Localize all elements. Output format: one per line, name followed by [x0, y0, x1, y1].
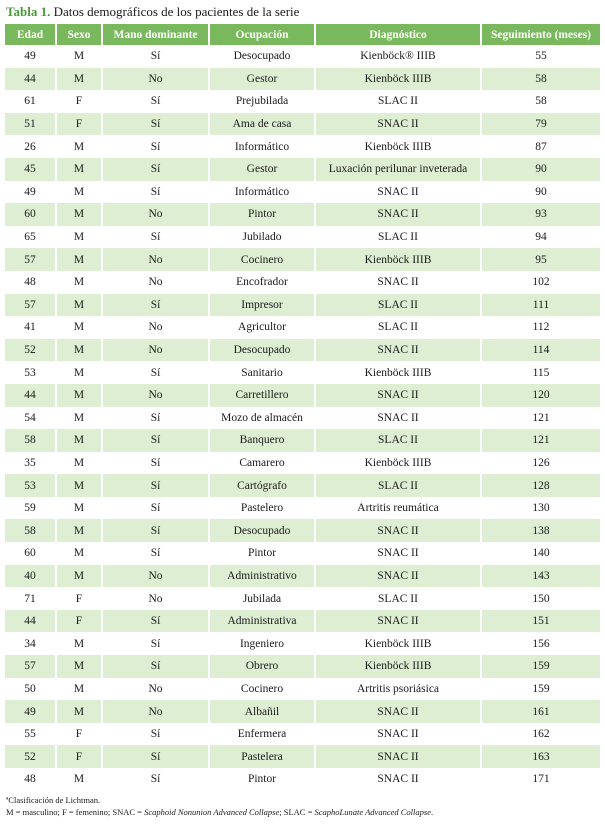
cell-mano-dominante: Sí: [102, 90, 209, 113]
cell-ocupacion: Desocupado: [209, 339, 315, 362]
cell-mano-dominante: Sí: [102, 45, 209, 68]
cell-mano-dominante: No: [102, 248, 209, 271]
cell-seguimiento: 115: [481, 361, 600, 384]
header-row: [5, 24, 600, 45]
cell-ocupacion: Pintor: [209, 203, 315, 226]
cell-mano-dominante: No: [102, 68, 209, 91]
cell-ocupacion: Encofrador: [209, 271, 315, 294]
cell-mano-dominante: No: [102, 678, 209, 701]
cell-sexo: M: [56, 316, 102, 339]
cell-sexo: M: [56, 519, 102, 542]
cell-mano-dominante: Sí: [102, 452, 209, 475]
cell-seguimiento: 87: [481, 135, 600, 158]
table-row: [5, 248, 600, 271]
cell-edad: 57: [5, 294, 56, 317]
cell-edad: 40: [5, 565, 56, 588]
cell-mano-dominante: Sí: [102, 497, 209, 520]
cell-diagnostico: SNAC II: [315, 271, 481, 294]
cell-edad: 44: [5, 68, 56, 91]
table-row: [5, 610, 600, 633]
cell-mano-dominante: Sí: [102, 181, 209, 204]
cell-mano-dominante: No: [102, 339, 209, 362]
cell-edad: 58: [5, 519, 56, 542]
cell-diagnostico: Kienböck IIIB: [315, 135, 481, 158]
cell-ocupacion: Camarero: [209, 452, 315, 475]
cell-diagnostico: SNAC II: [315, 519, 481, 542]
cell-diagnostico: Kienböck® IIIB: [315, 45, 481, 68]
cell-sexo: F: [56, 610, 102, 633]
cell-diagnostico: SNAC II: [315, 384, 481, 407]
footnote-line1: ªClasificación de Lichtman.: [6, 795, 101, 805]
cell-seguimiento: 156: [481, 632, 600, 655]
cell-ocupacion: Gestor: [209, 158, 315, 181]
cell-seguimiento: 114: [481, 339, 600, 362]
table-row: [5, 181, 600, 204]
cell-edad: 44: [5, 610, 56, 633]
cell-edad: 54: [5, 407, 56, 430]
cell-mano-dominante: No: [102, 271, 209, 294]
cell-seguimiento: 159: [481, 655, 600, 678]
cell-mano-dominante: Sí: [102, 294, 209, 317]
cell-edad: 71: [5, 587, 56, 610]
table-row: [5, 452, 600, 475]
cell-edad: 45: [5, 158, 56, 181]
cell-ocupacion: Gestor: [209, 68, 315, 91]
footnote-snac-term: Scaphoid Nonunion Advanced Collapse: [144, 807, 280, 817]
cell-diagnostico: SLAC II: [315, 429, 481, 452]
cell-seguimiento: 58: [481, 90, 600, 113]
cell-edad: 52: [5, 339, 56, 362]
cell-edad: 48: [5, 271, 56, 294]
table-row: [5, 542, 600, 565]
cell-seguimiento: 121: [481, 429, 600, 452]
cell-seguimiento: 95: [481, 248, 600, 271]
cell-sexo: M: [56, 407, 102, 430]
cell-ocupacion: Desocupado: [209, 519, 315, 542]
cell-sexo: F: [56, 90, 102, 113]
cell-seguimiento: 58: [481, 68, 600, 91]
cell-seguimiento: 150: [481, 587, 600, 610]
cell-seguimiento: 171: [481, 768, 600, 791]
cell-seguimiento: 94: [481, 226, 600, 249]
table-row: [5, 632, 600, 655]
header-edad: Edad: [5, 24, 56, 45]
cell-edad: 50: [5, 678, 56, 701]
cell-sexo: M: [56, 294, 102, 317]
header-ocupacion: Ocupación: [209, 24, 315, 45]
cell-diagnostico: SNAC II: [315, 745, 481, 768]
table-row: [5, 655, 600, 678]
cell-ocupacion: Jubilado: [209, 226, 315, 249]
cell-mano-dominante: Sí: [102, 474, 209, 497]
header-seguimiento: Seguimiento (meses): [481, 24, 600, 45]
cell-diagnostico: Artritis psoriásica: [315, 678, 481, 701]
table-row: [5, 226, 600, 249]
cell-sexo: M: [56, 429, 102, 452]
cell-edad: 35: [5, 452, 56, 475]
cell-seguimiento: 159: [481, 678, 600, 701]
cell-diagnostico: SNAC II: [315, 610, 481, 633]
cell-edad: 51: [5, 113, 56, 136]
cell-seguimiento: 163: [481, 745, 600, 768]
demographics-table: [5, 24, 600, 791]
cell-sexo: M: [56, 45, 102, 68]
cell-seguimiento: 128: [481, 474, 600, 497]
cell-edad: 49: [5, 45, 56, 68]
cell-diagnostico: SLAC II: [315, 226, 481, 249]
cell-mano-dominante: No: [102, 565, 209, 588]
cell-sexo: M: [56, 700, 102, 723]
cell-sexo: M: [56, 542, 102, 565]
table-row: [5, 361, 600, 384]
cell-ocupacion: Jubilada: [209, 587, 315, 610]
cell-seguimiento: 112: [481, 316, 600, 339]
footnote-abbreviations: [6, 807, 433, 817]
cell-edad: 52: [5, 745, 56, 768]
table-row: [5, 429, 600, 452]
cell-seguimiento: 161: [481, 700, 600, 723]
cell-mano-dominante: Sí: [102, 610, 209, 633]
table-row: [5, 45, 600, 68]
cell-ocupacion: Prejubilada: [209, 90, 315, 113]
cell-ocupacion: Pastelera: [209, 745, 315, 768]
cell-edad: 49: [5, 181, 56, 204]
cell-sexo: M: [56, 361, 102, 384]
header-diagnostico: Diagnóstico: [315, 24, 481, 45]
cell-edad: 53: [5, 474, 56, 497]
cell-sexo: M: [56, 181, 102, 204]
table-header: [5, 24, 600, 45]
table-body: [5, 45, 600, 791]
cell-diagnostico: SNAC II: [315, 723, 481, 746]
cell-ocupacion: Enfermera: [209, 723, 315, 746]
cell-ocupacion: Administrativa: [209, 610, 315, 633]
cell-edad: 41: [5, 316, 56, 339]
cell-seguimiento: 151: [481, 610, 600, 633]
cell-diagnostico: SNAC II: [315, 113, 481, 136]
header-sexo: Sexo: [56, 24, 102, 45]
cell-ocupacion: Cocinero: [209, 678, 315, 701]
cell-sexo: M: [56, 768, 102, 791]
cell-edad: 59: [5, 497, 56, 520]
cell-seguimiento: 130: [481, 497, 600, 520]
cell-ocupacion: Pastelero: [209, 497, 315, 520]
cell-ocupacion: Impresor: [209, 294, 315, 317]
cell-edad: 48: [5, 768, 56, 791]
cell-sexo: M: [56, 474, 102, 497]
table-row: [5, 135, 600, 158]
cell-diagnostico: Artritis reumática: [315, 497, 481, 520]
cell-diagnostico: Kienböck IIIB: [315, 361, 481, 384]
table-row: [5, 497, 600, 520]
cell-edad: 65: [5, 226, 56, 249]
cell-edad: 55: [5, 723, 56, 746]
cell-sexo: M: [56, 655, 102, 678]
cell-mano-dominante: Sí: [102, 655, 209, 678]
table-row: [5, 68, 600, 91]
table-row: [5, 384, 600, 407]
cell-ocupacion: Albañil: [209, 700, 315, 723]
cell-mano-dominante: Sí: [102, 745, 209, 768]
table-row: [5, 474, 600, 497]
cell-seguimiento: 162: [481, 723, 600, 746]
cell-mano-dominante: No: [102, 316, 209, 339]
cell-mano-dominante: Sí: [102, 407, 209, 430]
cell-ocupacion: Informático: [209, 135, 315, 158]
footnote-classification: [6, 795, 100, 805]
cell-ocupacion: Administrativo: [209, 565, 315, 588]
table-row: [5, 158, 600, 181]
cell-sexo: F: [56, 745, 102, 768]
cell-mano-dominante: No: [102, 587, 209, 610]
cell-edad: 49: [5, 700, 56, 723]
cell-diagnostico: Luxación perilunar inveterada: [315, 158, 481, 181]
cell-mano-dominante: Sí: [102, 519, 209, 542]
cell-ocupacion: Agricultor: [209, 316, 315, 339]
cell-ocupacion: Cocinero: [209, 248, 315, 271]
cell-sexo: M: [56, 135, 102, 158]
cell-edad: 58: [5, 429, 56, 452]
cell-sexo: M: [56, 497, 102, 520]
cell-ocupacion: Pintor: [209, 768, 315, 791]
cell-ocupacion: Ama de casa: [209, 113, 315, 136]
cell-mano-dominante: Sí: [102, 723, 209, 746]
cell-diagnostico: SNAC II: [315, 565, 481, 588]
cell-sexo: M: [56, 384, 102, 407]
cell-diagnostico: SLAC II: [315, 316, 481, 339]
cell-sexo: M: [56, 339, 102, 362]
caption-label: Tabla 1.: [6, 4, 51, 19]
cell-sexo: F: [56, 587, 102, 610]
table-caption: [6, 4, 299, 20]
cell-mano-dominante: No: [102, 384, 209, 407]
footnote-end: .: [430, 807, 434, 817]
cell-ocupacion: Sanitario: [209, 361, 315, 384]
cell-diagnostico: Kienböck IIIB: [315, 655, 481, 678]
cell-sexo: M: [56, 678, 102, 701]
cell-diagnostico: SNAC II: [315, 339, 481, 362]
cell-edad: 44: [5, 384, 56, 407]
cell-mano-dominante: No: [102, 700, 209, 723]
cell-diagnostico: SNAC II: [315, 768, 481, 791]
table-row: [5, 294, 600, 317]
cell-edad: 53: [5, 361, 56, 384]
table-row: [5, 271, 600, 294]
table-row: [5, 768, 600, 791]
cell-seguimiento: 55: [481, 45, 600, 68]
cell-sexo: M: [56, 203, 102, 226]
cell-edad: 60: [5, 203, 56, 226]
table-row: [5, 339, 600, 362]
cell-sexo: M: [56, 271, 102, 294]
cell-mano-dominante: Sí: [102, 429, 209, 452]
table-row: [5, 723, 600, 746]
footnote-text-a: M = masculino; F = femenino; SNAC =: [6, 807, 145, 817]
table-row: [5, 203, 600, 226]
table-row: [5, 678, 600, 701]
cell-ocupacion: Mozo de almacén: [209, 407, 315, 430]
caption-title: Datos demográficos de los pacientes de la serie: [53, 4, 300, 19]
cell-ocupacion: Carretillero: [209, 384, 315, 407]
cell-edad: 26: [5, 135, 56, 158]
footnote-text-b: ; SLAC =: [279, 807, 315, 817]
footnote-slac-term: ScaphoLunate Advanced Collapse: [314, 807, 431, 817]
cell-sexo: M: [56, 158, 102, 181]
header-mano-dominante: Mano dominante: [102, 24, 209, 45]
cell-seguimiento: 93: [481, 203, 600, 226]
cell-ocupacion: Pintor: [209, 542, 315, 565]
cell-mano-dominante: Sí: [102, 361, 209, 384]
cell-diagnostico: SNAC II: [315, 407, 481, 430]
cell-diagnostico: SNAC II: [315, 203, 481, 226]
cell-diagnostico: SNAC II: [315, 542, 481, 565]
table-row: [5, 587, 600, 610]
cell-edad: 34: [5, 632, 56, 655]
cell-diagnostico: SLAC II: [315, 587, 481, 610]
cell-diagnostico: SNAC II: [315, 181, 481, 204]
cell-ocupacion: Desocupado: [209, 45, 315, 68]
cell-seguimiento: 121: [481, 407, 600, 430]
cell-sexo: M: [56, 632, 102, 655]
cell-ocupacion: Ingeniero: [209, 632, 315, 655]
cell-diagnostico: Kienböck IIIB: [315, 68, 481, 91]
cell-edad: 60: [5, 542, 56, 565]
cell-seguimiento: 120: [481, 384, 600, 407]
table-row: [5, 519, 600, 542]
cell-seguimiento: 90: [481, 181, 600, 204]
cell-mano-dominante: Sí: [102, 113, 209, 136]
cell-ocupacion: Cartógrafo: [209, 474, 315, 497]
cell-seguimiento: 138: [481, 519, 600, 542]
cell-edad: 61: [5, 90, 56, 113]
cell-seguimiento: 140: [481, 542, 600, 565]
cell-seguimiento: 111: [481, 294, 600, 317]
cell-sexo: M: [56, 452, 102, 475]
cell-sexo: F: [56, 113, 102, 136]
cell-mano-dominante: Sí: [102, 135, 209, 158]
cell-diagnostico: Kienböck IIIB: [315, 248, 481, 271]
cell-diagnostico: Kienböck IIIB: [315, 632, 481, 655]
cell-diagnostico: SLAC II: [315, 90, 481, 113]
cell-ocupacion: Informático: [209, 181, 315, 204]
cell-diagnostico: SNAC II: [315, 700, 481, 723]
cell-mano-dominante: Sí: [102, 158, 209, 181]
cell-mano-dominante: Sí: [102, 768, 209, 791]
cell-mano-dominante: Sí: [102, 542, 209, 565]
cell-sexo: M: [56, 565, 102, 588]
cell-sexo: M: [56, 248, 102, 271]
table-row: [5, 745, 600, 768]
cell-sexo: M: [56, 226, 102, 249]
table-row: [5, 565, 600, 588]
table-row: [5, 113, 600, 136]
cell-diagnostico: Kienböck IIIB: [315, 452, 481, 475]
cell-diagnostico: SLAC II: [315, 474, 481, 497]
cell-seguimiento: 102: [481, 271, 600, 294]
table-row: [5, 316, 600, 339]
cell-ocupacion: Banquero: [209, 429, 315, 452]
cell-seguimiento: 79: [481, 113, 600, 136]
table-row: [5, 90, 600, 113]
cell-sexo: M: [56, 68, 102, 91]
cell-ocupacion: Obrero: [209, 655, 315, 678]
cell-mano-dominante: No: [102, 203, 209, 226]
cell-seguimiento: 90: [481, 158, 600, 181]
cell-edad: 57: [5, 248, 56, 271]
table-row: [5, 407, 600, 430]
cell-mano-dominante: Sí: [102, 226, 209, 249]
cell-sexo: F: [56, 723, 102, 746]
cell-seguimiento: 143: [481, 565, 600, 588]
cell-mano-dominante: Sí: [102, 632, 209, 655]
cell-edad: 57: [5, 655, 56, 678]
cell-diagnostico: SLAC II: [315, 294, 481, 317]
table-row: [5, 700, 600, 723]
cell-seguimiento: 126: [481, 452, 600, 475]
